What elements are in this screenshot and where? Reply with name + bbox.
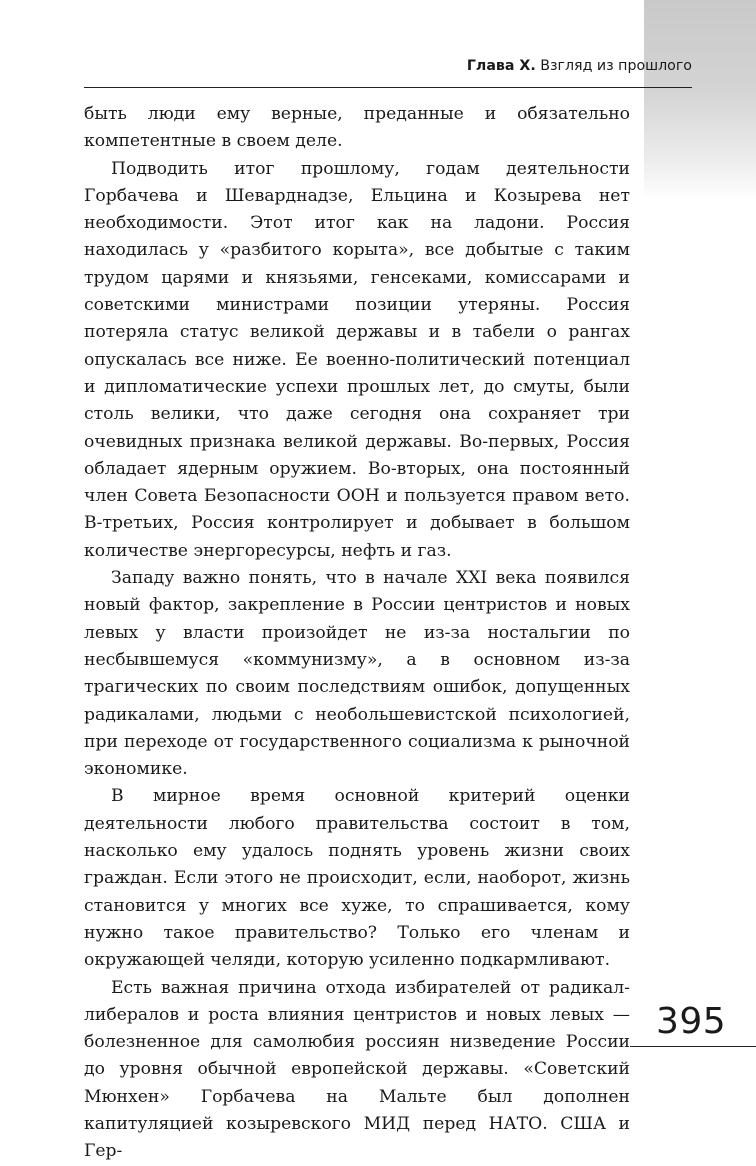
body-text bbox=[84, 101, 630, 1166]
scan-shadow bbox=[644, 0, 756, 200]
paragraph-4: В мирное время основной критерий оценки деятельности любого правительства состоит в том, насколько ему удалось поднять уровень жизни своих граждан. Если этого не происходит, если, наоборот, жизнь становится у многих все хуже, то спрашивается, кому нужно такое правительство? Только его членам и окружающей челяди, которую усиленно подкармливают. bbox=[84, 786, 630, 971]
paragraph-5: Есть важная причина отхода избирателей от радикал-либералов и роста влияния центристов и новых левых — болезненное для самолюбия россиян низведение России до уровня обычной европейской державы. «Советский Мюнхен» Горбачева на Мальте был дополнен капитуляцией козыревского МИД перед НАТО. США и Гер- bbox=[84, 977, 630, 1162]
chapter-label: Глава X. bbox=[466, 58, 536, 74]
page-number: 395 bbox=[656, 1001, 727, 1042]
paragraph-3: Западу важно понять, что в начале XXI века появился новый фактор, закрепление в России центристов и новых левых у власти произойдет не из-за ностальгии по несбывшемуся «коммунизму», а в основном из-за трагических по своим последствиям ошибок, допущенных радикалами, людьми с необольшевистской психологией, при переходе от государственного социализма к рыночной экономике. bbox=[84, 568, 630, 780]
page-number-rule bbox=[630, 1046, 756, 1047]
header-rule bbox=[84, 87, 692, 88]
paragraph-1: быть люди ему верные, преданные и обязательно компетентные в своем деле. bbox=[84, 104, 630, 152]
running-head bbox=[467, 56, 692, 76]
paragraph-2: Подводить итог прошлому, годам деятельности Горбачева и Шеварднадзе, Ельцина и Козырева нет необходимости. Этот итог как на ладони. Россия находилась у «разбитого корыта», все добытые с таким трудом царями и князьями, генсеками, комиссарами и советскими министрами позиции утеряны. Россия потеряла статус великой державы и в табели о рангах опускалась все ниже. Ее военно-политический потенциал и дипломатические успехи прошлых лет, до смуты, были столь велики, что даже сегодня она сохраняет три очевидных признака великой державы. Во-первых, Россия обладает ядерным оружием. Во-вторых, она постоянный член Совета Безопасности ООН и пользуется правом вето. В-третьих, Россия контролирует и добывает в большом количестве энергоресурсы, нефть и газ. bbox=[84, 158, 630, 561]
chapter-title: Взгляд из прошлого bbox=[540, 58, 692, 74]
